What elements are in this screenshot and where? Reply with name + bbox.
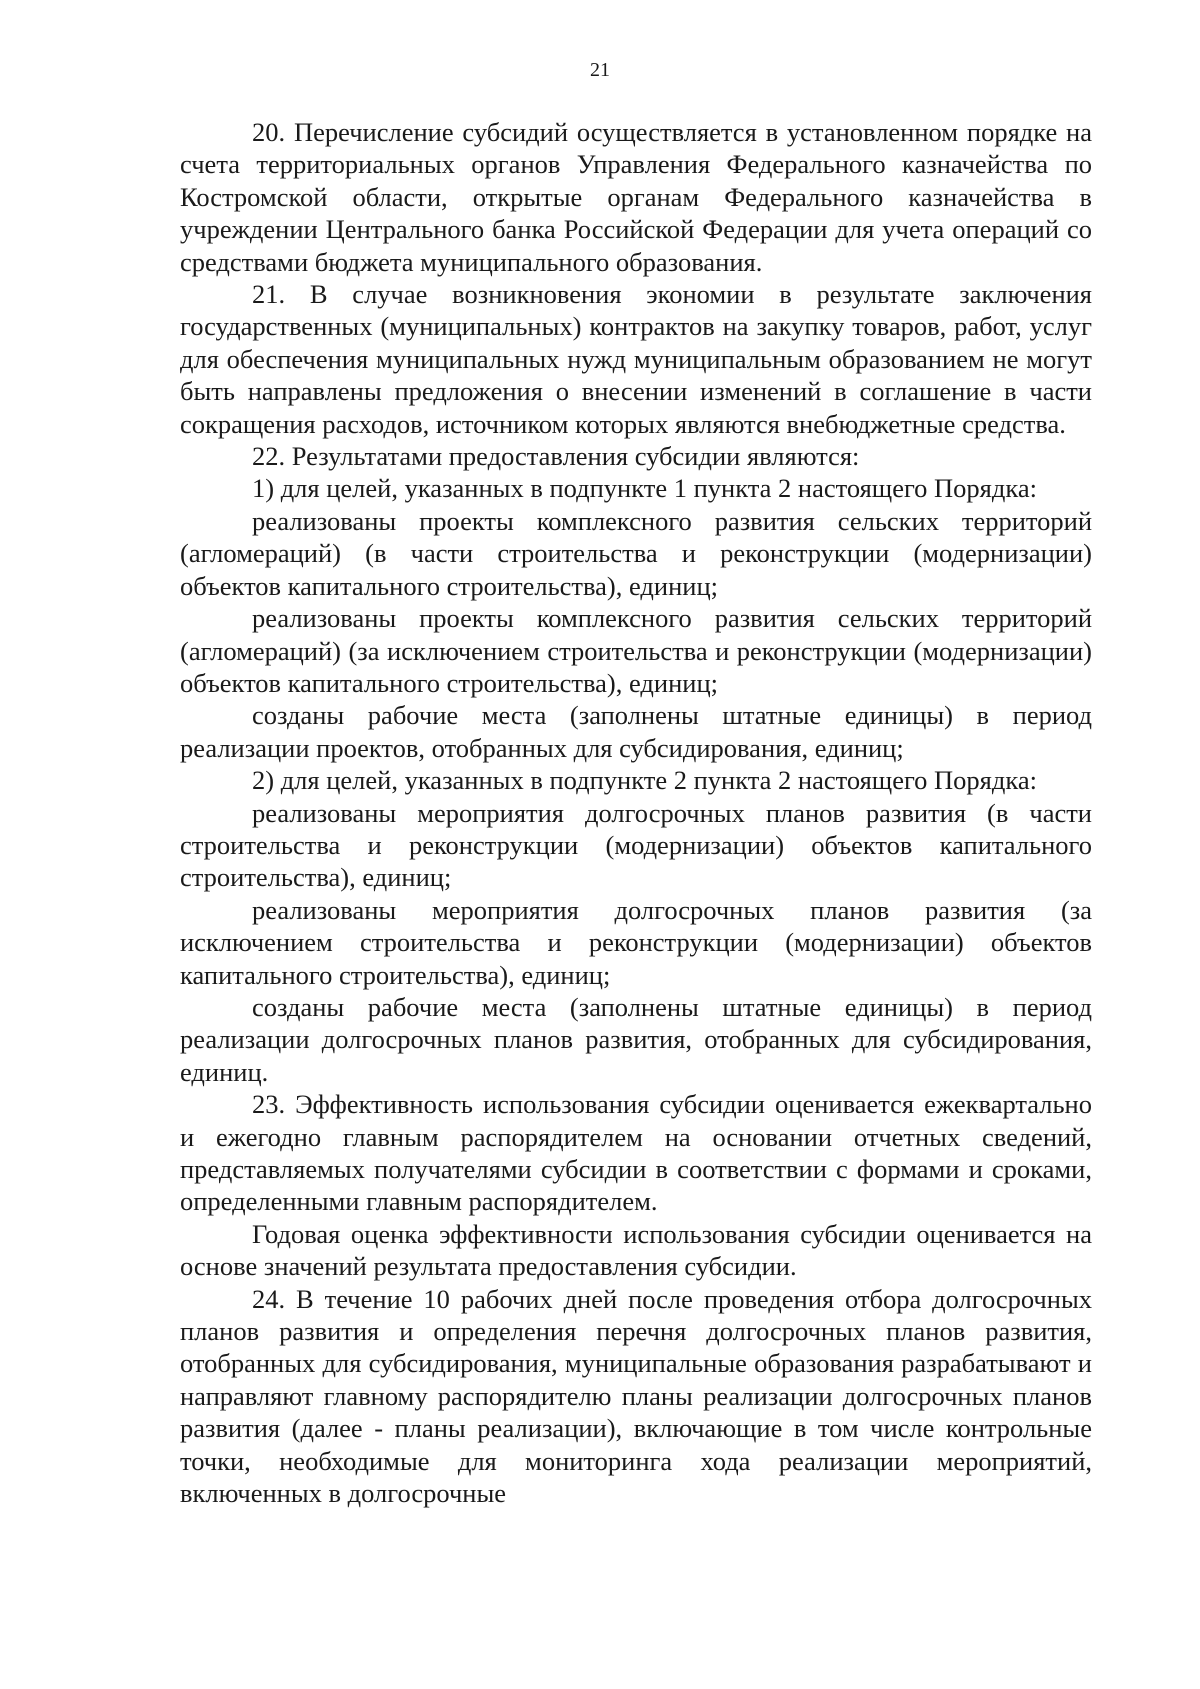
paragraph-21: 21. В случае возникновения экономии в результате заключения государственных (муниципальных) контрактов на закупку товаров, работ, услуг для обеспечения муниципальных нужд муниципальным образованием не могут быть направлены предложения о внесении изменений в соглашение в части сокращения расходов, источником которых являются внебюджетные средства. — [180, 279, 1092, 439]
paragraph-20: 20. Перечисление субсидий осуществляется в установленном порядке на счета территориальных органов Управления Федерального казначейства по Костромской области, открытые органам Федерального казначейства в учреждении Центрального банка Российской Федерации для учета операций со средствами бюджета муниципального образования. — [180, 117, 1092, 277]
paragraph-23: 23. Эффективность использования субсидии оценивается ежеквартально и ежегодно главным распорядителем на основании отчетных сведений, представляемых получателями субсидии в соответствии с формами и сроками, определенными главным распорядителем. — [180, 1089, 1092, 1217]
paragraph-22-item-2: 2) для целей, указанных в подпункте 2 пункта 2 настоящего Порядка: — [252, 765, 1037, 796]
paragraph-24: 24. В течение 10 рабочих дней после проведения отбора долгосрочных планов развития и определения перечня долгосрочных планов развития, отобранных для субсидирования, муниципальные образования разрабатывают и направляют главному распорядителю планы реализации долгосрочных планов развития (далее - планы реализации), включающие в том числе контрольные точки, необходимые для мониторинга хода реализации мероприятий, включенных в долгосрочные — [180, 1283, 1092, 1509]
document-body — [180, 116, 1092, 1509]
paragraph-22-item-2-result-b: реализованы мероприятия долгосрочных планов развития (за исключением строительства и реконструкции (модернизации) объектов капитального строительства), единиц; — [180, 894, 1092, 990]
paragraph-22-item-2-result-c: созданы рабочие места (заполнены штатные единицы) в период реализации долгосрочных планов развития, отобранных для субсидирования, единиц. — [180, 991, 1092, 1087]
paragraph-22: 22. Результатами предоставления субсидии являются: — [252, 441, 860, 472]
paragraph-22-item-1-result-b: реализованы проекты комплексного развития сельских территорий (агломераций) (за исключением строительства и реконструкции (модернизации) объектов капитального строительства), единиц; — [180, 603, 1092, 698]
paragraph-22-item-1-result-a: реализованы проекты комплексного развития сельских территорий (агломераций) (в части строительства и реконструкции (модернизации) объектов капитального строительства), единиц; — [180, 505, 1092, 601]
paragraph-22-item-1-result-c: созданы рабочие места (заполнены штатные единицы) в период реализации проектов, отобранных для субсидирования, единиц; — [180, 700, 1092, 763]
paragraph-22-item-2-result-a: реализованы мероприятия долгосрочных планов развития (в части строительства и реконструкции (модернизации) объектов капитального строительства), единиц; — [180, 797, 1092, 893]
paragraph-23-annual: Годовая оценка эффективности использования субсидии оценивается на основе значений результата предоставления субсидии. — [180, 1218, 1092, 1282]
paragraph-22-item-1: 1) для целей, указанных в подпункте 1 пункта 2 настоящего Порядка: — [252, 473, 1037, 504]
page-number: 21 — [590, 59, 610, 81]
